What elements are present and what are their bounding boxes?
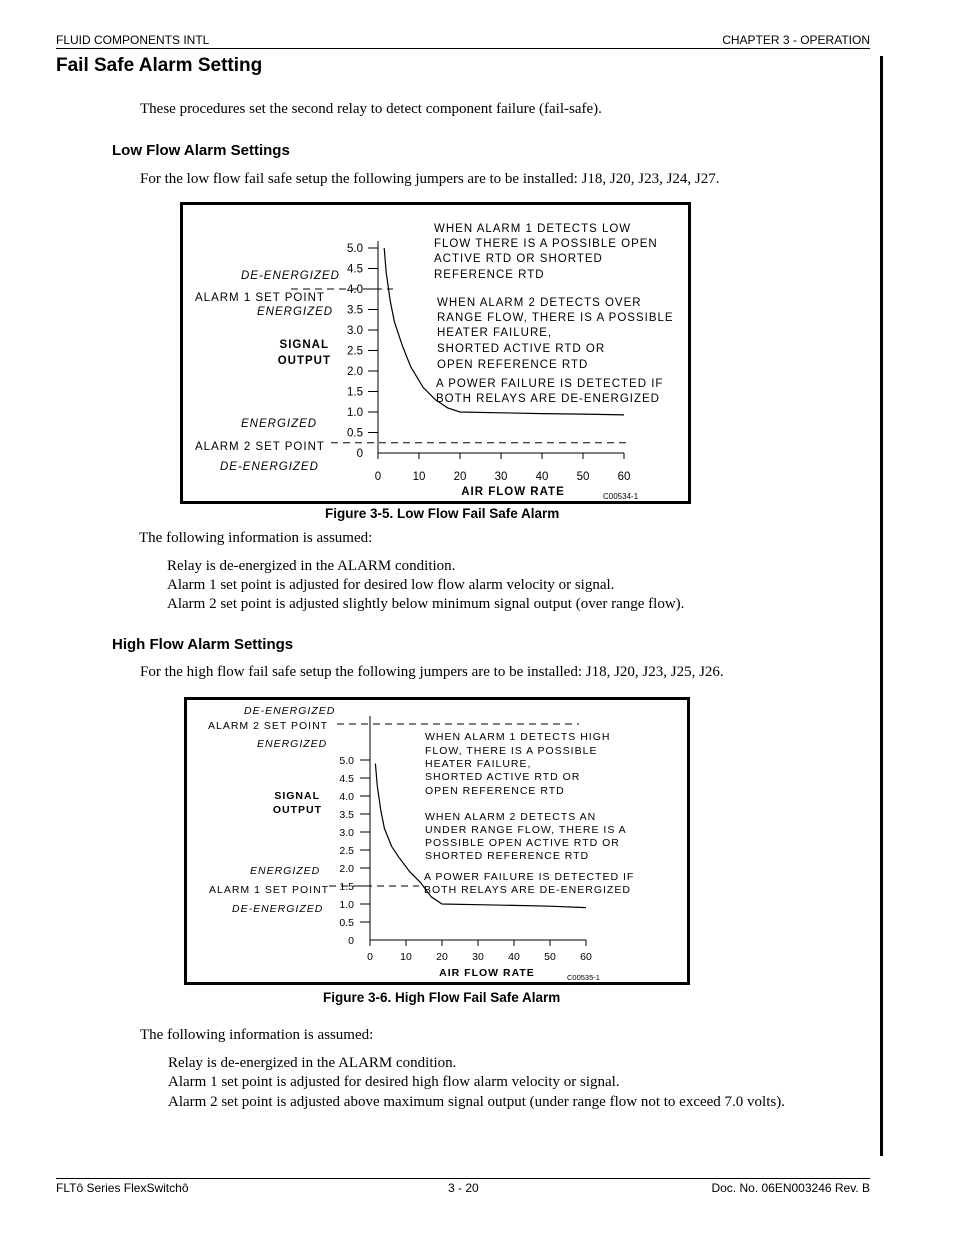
- y-tick-label: 4.5: [339, 773, 354, 785]
- x-tick-label: 30: [494, 471, 508, 483]
- x-axis-label: AIR FLOW RATE: [439, 967, 535, 979]
- x-tick-label: 60: [580, 951, 592, 963]
- high-flow-jumpers: For the high flow fail safe setup the following jumpers are to be installed: J18, J20, J23, J25, J26.: [140, 664, 724, 680]
- high-flow-heading: High Flow Alarm Settings: [112, 636, 294, 653]
- figure-low-flow: [180, 202, 691, 504]
- x-tick-label: 50: [576, 471, 590, 483]
- annotation-alarm2: [437, 297, 674, 371]
- annotation-line: RANGE FLOW, THERE IS A POSSIBLE: [437, 312, 674, 324]
- y-tick-label: 3.5: [347, 304, 363, 317]
- y-tick-label: 0.5: [347, 427, 363, 440]
- footer-right: Doc. No. 06EN003246 Rev. B: [711, 1181, 870, 1195]
- y-tick-label: 2.0: [347, 366, 363, 378]
- annotation-line: SHORTED ACTIVE RTD OR: [437, 343, 606, 355]
- alarm1-label: ALARM 1 SET POINT: [195, 292, 325, 304]
- x-tick-label: 0: [367, 951, 373, 963]
- annotation-alarm1: [425, 731, 610, 797]
- high-flow-chart: [187, 700, 687, 982]
- y-tick-label: 1.0: [347, 407, 363, 419]
- x-tick-label: 20: [453, 471, 467, 483]
- annotation-line: WHEN ALARM 1 DETECTS LOW: [434, 223, 632, 235]
- y-tick-label: 4.0: [347, 284, 363, 296]
- y-tick-label: 1.5: [339, 881, 354, 893]
- footer-left: FLTô Series FlexSwitchô: [56, 1181, 189, 1195]
- low-flow-heading: Low Flow Alarm Settings: [112, 142, 290, 159]
- annotation-line: A POWER FAILURE IS DETECTED IF: [424, 871, 635, 883]
- change-bar: [880, 56, 883, 1156]
- alarm1-above-state: DE-ENERGIZED: [241, 270, 340, 282]
- y-tick-label: 3.0: [339, 827, 354, 839]
- page-title: Fail Safe Alarm Setting: [56, 55, 263, 76]
- alarm2-below-state: ENERGIZED: [257, 738, 328, 750]
- figure-code: C00535-1: [567, 973, 600, 982]
- low-flow-item: Alarm 2 set point is adjusted slightly below minimum signal output (over range flow).: [167, 596, 685, 612]
- x-tick-label: 20: [436, 951, 448, 963]
- alarm2-below-state: DE-ENERGIZED: [220, 461, 319, 473]
- annotation-line: HEATER FAILURE,: [425, 758, 532, 770]
- footer-rule: [56, 1178, 870, 1179]
- annotation-line: HEATER FAILURE,: [437, 327, 553, 339]
- annotation-line: REFERENCE RTD: [434, 269, 545, 281]
- annotation-alarm1: [434, 223, 658, 281]
- x-tick-label: 10: [412, 471, 426, 483]
- alarm1-label: ALARM 1 SET POINT: [209, 884, 330, 896]
- y-tick-label: 4.0: [339, 791, 354, 803]
- annotation-line: FLOW THERE IS A POSSIBLE OPEN: [434, 238, 658, 250]
- high-flow-item: Alarm 2 set point is adjusted above maximum signal output (under range flow not to exceed 7.0 volts).: [168, 1094, 785, 1110]
- footer-page-number: 3 - 20: [448, 1181, 479, 1195]
- high-flow-assumed: The following information is assumed:: [140, 1027, 374, 1043]
- annotation-line: OPEN REFERENCE RTD: [437, 359, 589, 371]
- alarm2-label: ALARM 2 SET POINT: [195, 441, 325, 453]
- annotation-line: UNDER RANGE FLOW, THERE IS A: [425, 824, 627, 836]
- annotation-power-failure: [424, 871, 634, 896]
- annotation-alarm2: [425, 811, 627, 862]
- y-tick-label: 5.0: [339, 755, 354, 767]
- low-flow-item: Relay is de-energized in the ALARM condition.: [167, 558, 456, 574]
- annotation-line: OPEN REFERENCE RTD: [425, 785, 565, 797]
- header-right: CHAPTER 3 - OPERATION: [722, 33, 870, 47]
- y-tick-label: 0: [356, 448, 363, 460]
- low-flow-chart: [183, 205, 688, 501]
- y-tick-label: 3.0: [347, 325, 363, 337]
- figure-code: C00534-1: [603, 492, 639, 501]
- y-tick-label: 1.0: [339, 899, 354, 911]
- annotation-line: FLOW, THERE IS A POSSIBLE: [425, 745, 598, 757]
- x-tick-label: 10: [400, 951, 412, 963]
- annotation-line: WHEN ALARM 1 DETECTS HIGH: [425, 731, 611, 743]
- alarm1-below-state: ENERGIZED: [257, 306, 334, 318]
- x-tick-label: 0: [374, 471, 382, 483]
- alarm2-label: ALARM 2 SET POINT: [208, 720, 329, 732]
- y-tick-label: 3.5: [339, 809, 354, 821]
- y-axis-label-line2: OUTPUT: [272, 804, 322, 816]
- y-tick-label: 2.5: [347, 345, 363, 358]
- x-axis-label: AIR FLOW RATE: [461, 486, 565, 498]
- x-tick-label: 40: [508, 951, 520, 963]
- annotation-line: WHEN ALARM 2 DETECTS OVER: [437, 297, 642, 309]
- annotation-line: WHEN ALARM 2 DETECTS AN: [425, 811, 597, 823]
- y-tick-label: 0: [348, 935, 354, 947]
- y-tick-label: 1.5: [347, 386, 363, 399]
- figure-low-flow-caption: Figure 3-5. Low Flow Fail Safe Alarm: [325, 506, 560, 521]
- high-flow-item: Alarm 1 set point is adjusted for desired high flow alarm velocity or signal.: [168, 1074, 620, 1090]
- y-tick-label: 5.0: [347, 243, 363, 255]
- annotation-line: BOTH RELAYS ARE DE-ENERGIZED: [436, 393, 660, 405]
- y-axis-label-line2: OUTPUT: [277, 355, 331, 367]
- alarm1-above-state: ENERGIZED: [250, 865, 321, 877]
- alarm1-below-state: DE-ENERGIZED: [232, 903, 324, 915]
- low-flow-assumed: The following information is assumed:: [139, 530, 373, 546]
- y-tick-label: 4.5: [347, 263, 363, 276]
- annotation-power-failure: [436, 378, 663, 405]
- annotation-line: SHORTED REFERENCE RTD: [425, 850, 590, 862]
- annotation-line: A POWER FAILURE IS DETECTED IF: [436, 378, 664, 390]
- y-axis-label-line1: SIGNAL: [274, 790, 320, 802]
- intro-text: These procedures set the second relay to detect component failure (fail-safe).: [140, 101, 602, 117]
- low-flow-jumpers: For the low flow fail safe setup the following jumpers are to be installed: J18, J20, J23, J24, J27.: [140, 171, 720, 187]
- figure-high-flow: [184, 697, 690, 985]
- x-tick-label: 50: [544, 951, 556, 963]
- header-rule: [56, 48, 870, 49]
- high-flow-item: Relay is de-energized in the ALARM condition.: [168, 1055, 457, 1071]
- y-axis-label-line1: SIGNAL: [279, 339, 329, 351]
- y-tick-label: 2.0: [339, 863, 354, 875]
- alarm2-above-state: DE-ENERGIZED: [244, 705, 336, 717]
- alarm2-above-state: ENERGIZED: [241, 418, 318, 430]
- y-tick-label: 2.5: [339, 845, 354, 857]
- annotation-line: POSSIBLE OPEN ACTIVE RTD OR: [425, 837, 620, 849]
- low-flow-item: Alarm 1 set point is adjusted for desired low flow alarm velocity or signal.: [167, 577, 615, 593]
- annotation-line: ACTIVE RTD OR SHORTED: [434, 253, 603, 265]
- figure-high-flow-caption: Figure 3-6. High Flow Fail Safe Alarm: [323, 990, 561, 1005]
- header-left: FLUID COMPONENTS INTL: [56, 33, 210, 47]
- x-tick-label: 30: [472, 951, 484, 963]
- x-tick-label: 60: [617, 471, 631, 483]
- x-tick-label: 40: [535, 471, 549, 483]
- y-tick-label: 0.5: [339, 917, 354, 929]
- annotation-line: SHORTED ACTIVE RTD OR: [425, 771, 581, 783]
- annotation-line: BOTH RELAYS ARE DE-ENERGIZED: [424, 884, 631, 896]
